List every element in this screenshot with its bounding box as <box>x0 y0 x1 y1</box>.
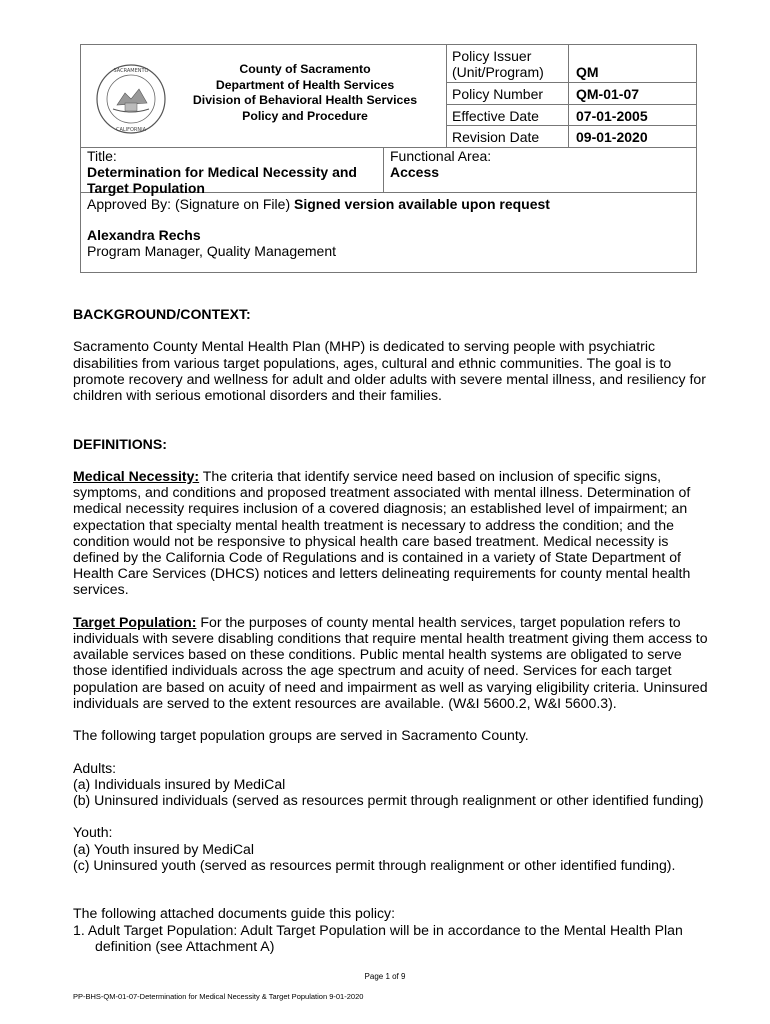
policy-number-value: QM-01-07 <box>576 86 640 102</box>
background-heading: BACKGROUND/CONTEXT: <box>73 306 251 322</box>
org-doc-type: Policy and Procedure <box>242 108 368 123</box>
approver-name: Alexandra Rechs <box>87 227 201 243</box>
target-population-definition: Target Population: For the purposes of county mental health services, target population refers to individuals with severe disabling conditions that require mental health treatment giving them access to available services based on these conditions. Public mental health systems are obligated to serve those identified individuals across the age spectrum and acuity of need. Services for each target population are based on acuity of need and impairment as well as varying eligibility criteria. Uninsured individuals are served to the extent resources are available. (W&I 5600.2, W&I 5600.3). <box>73 613 708 711</box>
policy-body <box>73 306 708 954</box>
adults-item-a: (a) Individuals insured by MediCal <box>73 775 286 792</box>
svg-text:SACRAMENTO: SACRAMENTO <box>113 68 149 74</box>
attached-item-1: 1. Adult Target Population: Adult Target Population will be in accordance to the Mental Health Plan definition (see Attachment A) <box>73 921 683 954</box>
page-number: Page 1 of 9 <box>364 972 406 981</box>
org-county: County of Sacramento <box>239 62 371 76</box>
effective-date-label: Effective Date <box>452 108 539 124</box>
policy-number-label: Policy Number <box>452 86 544 102</box>
youth-label: Youth: <box>73 824 113 841</box>
revision-date-value: 09-01-2020 <box>576 129 648 145</box>
policy-header-table <box>80 44 697 273</box>
adults-label: Adults: <box>73 759 117 776</box>
divider <box>446 104 697 105</box>
policy-title <box>87 148 357 196</box>
divider <box>446 125 697 126</box>
divider <box>568 45 569 147</box>
policy-issuer-value: QM <box>576 64 599 80</box>
org-department: Department of Health Services <box>215 77 395 92</box>
county-seal-logo <box>95 63 167 135</box>
youth-item-c: (c) Uninsured youth (served as resources permit through realignment or other identified funding). <box>73 856 676 873</box>
functional-area <box>390 148 491 180</box>
organization-name <box>181 62 429 124</box>
youth-item-a: (a) Youth insured by MediCal <box>73 840 254 857</box>
svg-text:CALIFORNIA: CALIFORNIA <box>115 127 147 133</box>
effective-date-value: 07-01-2005 <box>576 108 648 124</box>
approved-by-line: Approved By: (Signature on File) Signed version available upon request <box>87 196 550 212</box>
divider <box>383 147 384 192</box>
title-line-1: Determination for Medical Necessity and <box>87 164 357 180</box>
medical-necessity-definition: Medical Necessity: The criteria that identify service need based on inclusion of specific signs, symptoms, and conditions and proposed treatment associated with mental illness. Determination of medical necessity requires inclusion of a covered diagnosis; an established level of impairment; an expectation that specialty mental health treatment is necessary to address the condition; and the condition would not be responsive to physical health care based treatment. Medical necessity is defined by the California Code of Regulations and is contained in a variety of State Department of Health Care Services (DHCS) notices and letters delineating requirements for county mental health services. <box>73 467 691 598</box>
adults-item-b: (b) Uninsured individuals (served as resources permit through realignment or other identified funding) <box>73 791 704 808</box>
document-filename: PP-BHS-QM-01-07-Determination for Medical Necessity & Target Population 9-01-2020 <box>73 992 364 1001</box>
groups-intro: The following target population groups are served in Sacramento County. <box>73 727 529 744</box>
approval-block <box>87 196 550 259</box>
title-line-2: Target Population <box>87 180 205 196</box>
functional-area-value: Access <box>390 164 440 180</box>
title-label: Title: <box>87 148 117 164</box>
background-text: Sacramento County Mental Health Plan (MHP) is dedicated to serving people with psychiatric disabilities from various target populations, ages, cultural and ethnic communities. The goal is to promote recovery and wellness for adult and older adults with severe mental illness, and resiliency for children with serious emotional disorders and their families. <box>73 338 706 403</box>
org-division: Division of Behavioral Health Services <box>192 93 418 107</box>
divider <box>446 45 447 147</box>
functional-area-label: Functional Area: <box>390 148 492 164</box>
divider <box>446 82 697 83</box>
revision-date-label: Revision Date <box>452 129 540 145</box>
definitions-heading: DEFINITIONS: <box>73 435 167 452</box>
policy-issuer-label: Policy Issuer (Unit/Program) <box>452 48 544 80</box>
approver-title: Program Manager, Quality Management <box>87 243 337 259</box>
attached-intro: The following attached documents guide this policy: <box>73 905 395 922</box>
